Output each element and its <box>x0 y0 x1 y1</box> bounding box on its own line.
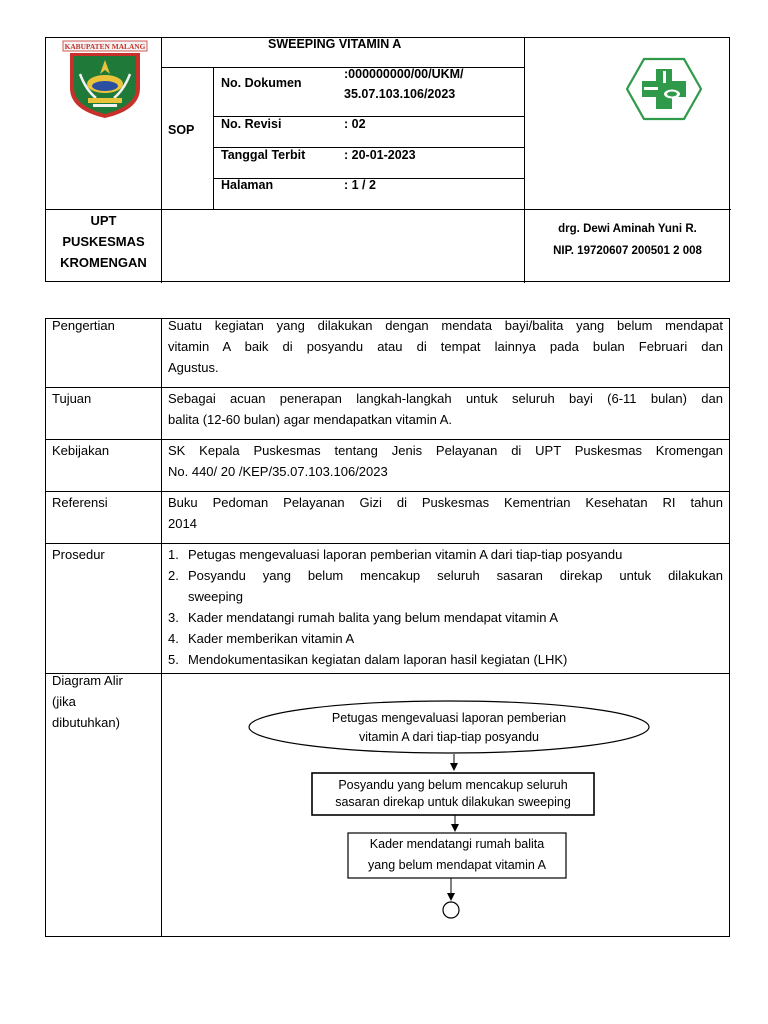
step-text: Kader memberikan vitamin A <box>188 631 355 646</box>
diagram-label-3: dibutuhkan) <box>52 715 120 730</box>
no-revisi-value: : 02 <box>344 117 366 131</box>
tujuan-label: Tujuan <box>52 391 92 406</box>
step-number: 2. <box>168 568 179 583</box>
flowchart <box>162 674 730 937</box>
prosedur-steps <box>168 544 723 670</box>
referensi-text-1: Buku Pedoman Pelayanan Gizi di Puskesmas Kementrian Kesehatan RI tahun <box>168 495 723 510</box>
diagram-label-2: (jika <box>52 694 76 709</box>
list-item <box>168 628 723 649</box>
puskesmas-logo <box>626 57 702 121</box>
step-number: 4. <box>168 631 179 646</box>
diagram-label-1: Diagram Alir <box>52 673 123 688</box>
halaman-value: : 1 / 2 <box>344 178 376 192</box>
kebijakan-label: Kebijakan <box>52 443 110 458</box>
org-name <box>46 210 161 273</box>
step-text-cont: sweeping <box>188 589 243 604</box>
no-revisi-label: No. Revisi <box>221 117 282 131</box>
step-text: Kader mendatangi rumah balita yang belum mendapat vitamin A <box>188 610 558 625</box>
document-title: SWEEPING VITAMIN A <box>268 37 402 51</box>
step-text: Petugas mengevaluasi laporan pemberian vitamin A dari tiap-tiap posyandu <box>188 547 623 562</box>
step-text: Mendokumentasikan kegiatan dalam laporan hasil kegiatan (LHK) <box>188 652 568 667</box>
list-item <box>168 565 723 607</box>
tanggal-terbit-label: Tanggal Terbit <box>221 148 306 162</box>
pengertian-text-3: Agustus. <box>168 360 219 375</box>
flow-box-2-text-2: yang belum mendapat vitamin A <box>368 858 546 872</box>
sop-content-table <box>45 318 730 937</box>
flow-box-1-text-1: Posyandu yang belum mencakup seluruh <box>338 778 568 792</box>
org-line-3: KROMENGAN <box>60 255 147 270</box>
tujuan-text-2: balita (12-60 bulan) agar mendapatkan vitamin A. <box>168 412 453 427</box>
sop-label: SOP <box>168 123 195 137</box>
org-line-2: PUSKESMAS <box>62 234 145 249</box>
tanggal-terbit-value: : 20-01-2023 <box>344 148 416 162</box>
signer-nip: NIP. 19720607 200501 2 008 <box>553 245 702 257</box>
logo-label: KABUPATEN MALANG <box>64 42 146 51</box>
kebijakan-text-2: No. 440/ 20 /KEP/35.07.103.106/2023 <box>168 464 388 479</box>
sop-header-table <box>45 37 730 282</box>
step-text: Posyandu yang belum mencakup seluruh sasaran direkap untuk dilakukan <box>188 568 723 583</box>
org-line-1: UPT <box>90 213 117 228</box>
step-number: 1. <box>168 547 179 562</box>
pengertian-label: Pengertian <box>52 318 115 333</box>
no-dokumen-value-2: 35.07.103.106/2023 <box>344 87 456 101</box>
flow-box-2-text-1: Kader mendatangi rumah balita <box>369 837 545 851</box>
flow-start-text-1: Petugas mengevaluasi laporan pemberian <box>331 711 567 725</box>
no-dokumen-label: No. Dokumen <box>221 76 302 90</box>
kebijakan-text-1: SK Kepala Puskesmas tentang Jenis Pelayanan di UPT Puskesmas Kromengan <box>168 443 723 458</box>
prosedur-label: Prosedur <box>52 547 105 562</box>
flow-box-1-text-2: sasaran direkap untuk dilakukan sweeping <box>335 795 571 809</box>
referensi-label: Referensi <box>52 495 108 510</box>
step-number: 5. <box>168 652 179 667</box>
flow-start-text-2: vitamin A dari tiap-tiap posyandu <box>359 730 539 744</box>
signer-name: drg. Dewi Aminah Yuni R. <box>558 223 697 235</box>
referensi-text-2: 2014 <box>168 516 197 531</box>
divider <box>161 38 162 283</box>
tujuan-text-1: Sebagai acuan penerapan langkah-langkah untuk seluruh bayi (6-11 bulan) dan <box>168 391 723 406</box>
halaman-label: Halaman <box>221 178 274 192</box>
pengertian-text-1: Suatu kegiatan yang dilakukan dengan mendata bayi/balita yang belum mendapat <box>168 318 723 333</box>
pengertian-text-2: vitamin A baik di posyandu atau di tempat lainnya pada bulan Februari dan <box>168 339 723 354</box>
flow-end-connector <box>443 902 459 918</box>
divider <box>213 68 214 210</box>
kabupaten-malang-logo <box>60 40 150 120</box>
divider <box>161 67 524 68</box>
list-item <box>168 649 723 670</box>
step-number: 3. <box>168 610 179 625</box>
no-dokumen-value: :000000000/00/UKM/ <box>344 67 464 81</box>
list-item <box>168 607 723 628</box>
list-item <box>168 544 723 565</box>
